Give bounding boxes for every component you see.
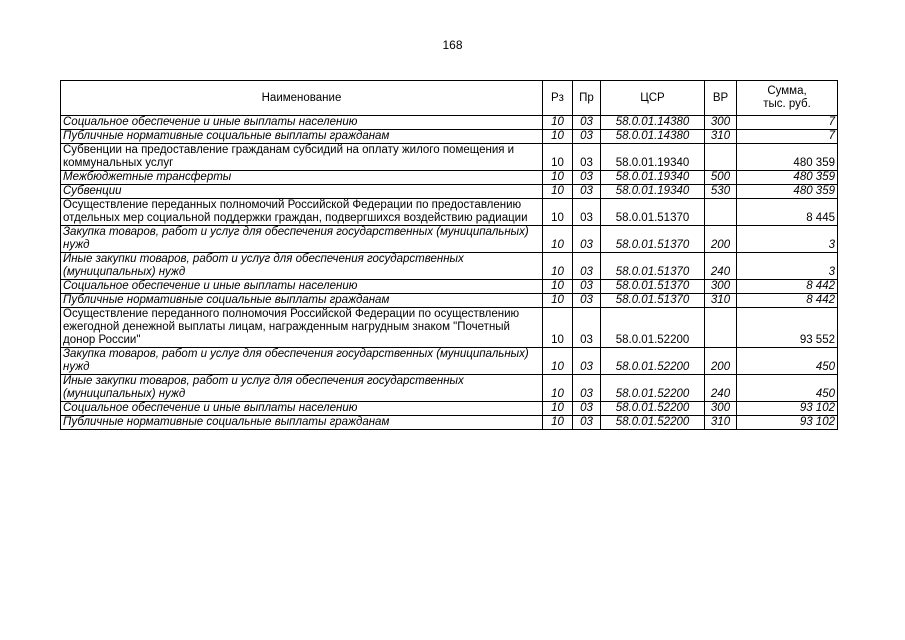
cell-csr: 58.0.01.52200: [601, 416, 705, 430]
cell-csr: 58.0.01.52200: [601, 348, 705, 375]
cell-rz: 10: [543, 226, 573, 253]
cell-name: Закупка товаров, работ и услуг для обеспечения государственных (муниципальных) нужд: [61, 348, 543, 375]
cell-sum: 3: [737, 253, 838, 280]
cell-sum: 7: [737, 116, 838, 130]
cell-vr: 240: [705, 253, 737, 280]
cell-name: Осуществление переданных полномочий Российской Федерации по предоставлению отдельных мер социальной поддержки граждан, подвергшихся воздействию радиации: [61, 199, 543, 226]
header-pr: Пр: [573, 81, 601, 116]
cell-vr: 310: [705, 294, 737, 308]
cell-vr: 530: [705, 185, 737, 199]
cell-sum: 480 359: [737, 144, 838, 171]
cell-csr: 58.0.01.52200: [601, 375, 705, 402]
table-row: [61, 416, 838, 430]
cell-vr: 310: [705, 416, 737, 430]
table-row: [61, 402, 838, 416]
budget-table: [60, 80, 838, 430]
cell-name: Публичные нормативные социальные выплаты гражданам: [61, 294, 543, 308]
cell-name: Иные закупки товаров, работ и услуг для обеспечения государственных (муниципальных) нужд: [61, 375, 543, 402]
header-vr: ВР: [705, 81, 737, 116]
cell-csr: 58.0.01.51370: [601, 226, 705, 253]
cell-vr: 200: [705, 226, 737, 253]
cell-pr: 03: [573, 280, 601, 294]
cell-pr: 03: [573, 185, 601, 199]
cell-sum: 450: [737, 375, 838, 402]
table-row: [61, 130, 838, 144]
cell-csr: 58.0.01.19340: [601, 144, 705, 171]
cell-csr: 58.0.01.51370: [601, 280, 705, 294]
cell-csr: 58.0.01.51370: [601, 253, 705, 280]
cell-rz: 10: [543, 130, 573, 144]
cell-vr: 300: [705, 402, 737, 416]
cell-vr: 300: [705, 116, 737, 130]
table-row: [61, 144, 838, 171]
cell-sum: 8 442: [737, 294, 838, 308]
table-row: [61, 226, 838, 253]
table-row: [61, 253, 838, 280]
cell-rz: 10: [543, 308, 573, 348]
cell-rz: 10: [543, 253, 573, 280]
cell-name: Социальное обеспечение и иные выплаты населению: [61, 402, 543, 416]
cell-pr: 03: [573, 348, 601, 375]
cell-sum: 480 359: [737, 171, 838, 185]
cell-csr: 58.0.01.19340: [601, 185, 705, 199]
cell-name: Межбюджетные трансферты: [61, 171, 543, 185]
header-sum: [737, 81, 838, 116]
cell-pr: 03: [573, 144, 601, 171]
table-header-row: [61, 81, 838, 116]
cell-name: Субвенции на предоставление гражданам субсидий на оплату жилого помещения и коммунальных услуг: [61, 144, 543, 171]
cell-vr: 310: [705, 130, 737, 144]
cell-vr: 240: [705, 375, 737, 402]
cell-csr: 58.0.01.14380: [601, 116, 705, 130]
cell-vr: 500: [705, 171, 737, 185]
table-row: [61, 280, 838, 294]
cell-pr: 03: [573, 226, 601, 253]
cell-pr: 03: [573, 171, 601, 185]
cell-name: Социальное обеспечение и иные выплаты населению: [61, 280, 543, 294]
header-rz: Рз: [543, 81, 573, 116]
cell-sum: 8 445: [737, 199, 838, 226]
cell-rz: 10: [543, 199, 573, 226]
cell-name: Осуществление переданного полномочия Российской Федерации по осуществлению ежегодной денежной выплаты лицам, награжденным нагрудным знаком "Почетный донор России": [61, 308, 543, 348]
cell-sum: 8 442: [737, 280, 838, 294]
cell-name: Социальное обеспечение и иные выплаты населению: [61, 116, 543, 130]
cell-name: Публичные нормативные социальные выплаты гражданам: [61, 130, 543, 144]
cell-csr: 58.0.01.14380: [601, 130, 705, 144]
cell-vr: 300: [705, 280, 737, 294]
cell-rz: 10: [543, 416, 573, 430]
page-number: 168: [442, 38, 463, 52]
cell-rz: 10: [543, 348, 573, 375]
cell-pr: 03: [573, 416, 601, 430]
cell-rz: 10: [543, 402, 573, 416]
table-row: [61, 348, 838, 375]
cell-pr: 03: [573, 116, 601, 130]
cell-vr: [705, 199, 737, 226]
cell-rz: 10: [543, 280, 573, 294]
header-name: Наименование: [61, 81, 543, 116]
cell-rz: 10: [543, 185, 573, 199]
cell-vr: [705, 308, 737, 348]
cell-rz: 10: [543, 294, 573, 308]
table-row: [61, 294, 838, 308]
table-row: [61, 308, 838, 348]
cell-sum: 480 359: [737, 185, 838, 199]
cell-rz: 10: [543, 375, 573, 402]
cell-pr: 03: [573, 294, 601, 308]
cell-sum: 93 552: [737, 308, 838, 348]
cell-sum: 7: [737, 130, 838, 144]
cell-csr: 58.0.01.52200: [601, 402, 705, 416]
cell-pr: 03: [573, 402, 601, 416]
cell-name: Публичные нормативные социальные выплаты гражданам: [61, 416, 543, 430]
table-row: [61, 375, 838, 402]
cell-pr: 03: [573, 253, 601, 280]
cell-vr: [705, 144, 737, 171]
cell-vr: 200: [705, 348, 737, 375]
cell-name: Закупка товаров, работ и услуг для обеспечения государственных (муниципальных) нужд: [61, 226, 543, 253]
cell-sum: 93 102: [737, 402, 838, 416]
header-csr: ЦСР: [601, 81, 705, 116]
cell-rz: 10: [543, 171, 573, 185]
table-row: [61, 185, 838, 199]
header-sum-line1: Сумма,: [767, 85, 807, 97]
cell-csr: 58.0.01.52200: [601, 308, 705, 348]
table-row: [61, 171, 838, 185]
cell-sum: 450: [737, 348, 838, 375]
header-sum-line2: тыс. руб.: [763, 98, 811, 110]
cell-rz: 10: [543, 144, 573, 171]
cell-pr: 03: [573, 130, 601, 144]
cell-csr: 58.0.01.51370: [601, 294, 705, 308]
table-body: [61, 116, 838, 430]
cell-name: Иные закупки товаров, работ и услуг для обеспечения государственных (муниципальных) нужд: [61, 253, 543, 280]
cell-rz: 10: [543, 116, 573, 130]
cell-sum: 3: [737, 226, 838, 253]
table-row: [61, 116, 838, 130]
cell-name: Субвенции: [61, 185, 543, 199]
cell-csr: 58.0.01.51370: [601, 199, 705, 226]
table-row: [61, 199, 838, 226]
cell-pr: 03: [573, 375, 601, 402]
cell-csr: 58.0.01.19340: [601, 171, 705, 185]
cell-pr: 03: [573, 308, 601, 348]
cell-sum: 93 102: [737, 416, 838, 430]
cell-pr: 03: [573, 199, 601, 226]
